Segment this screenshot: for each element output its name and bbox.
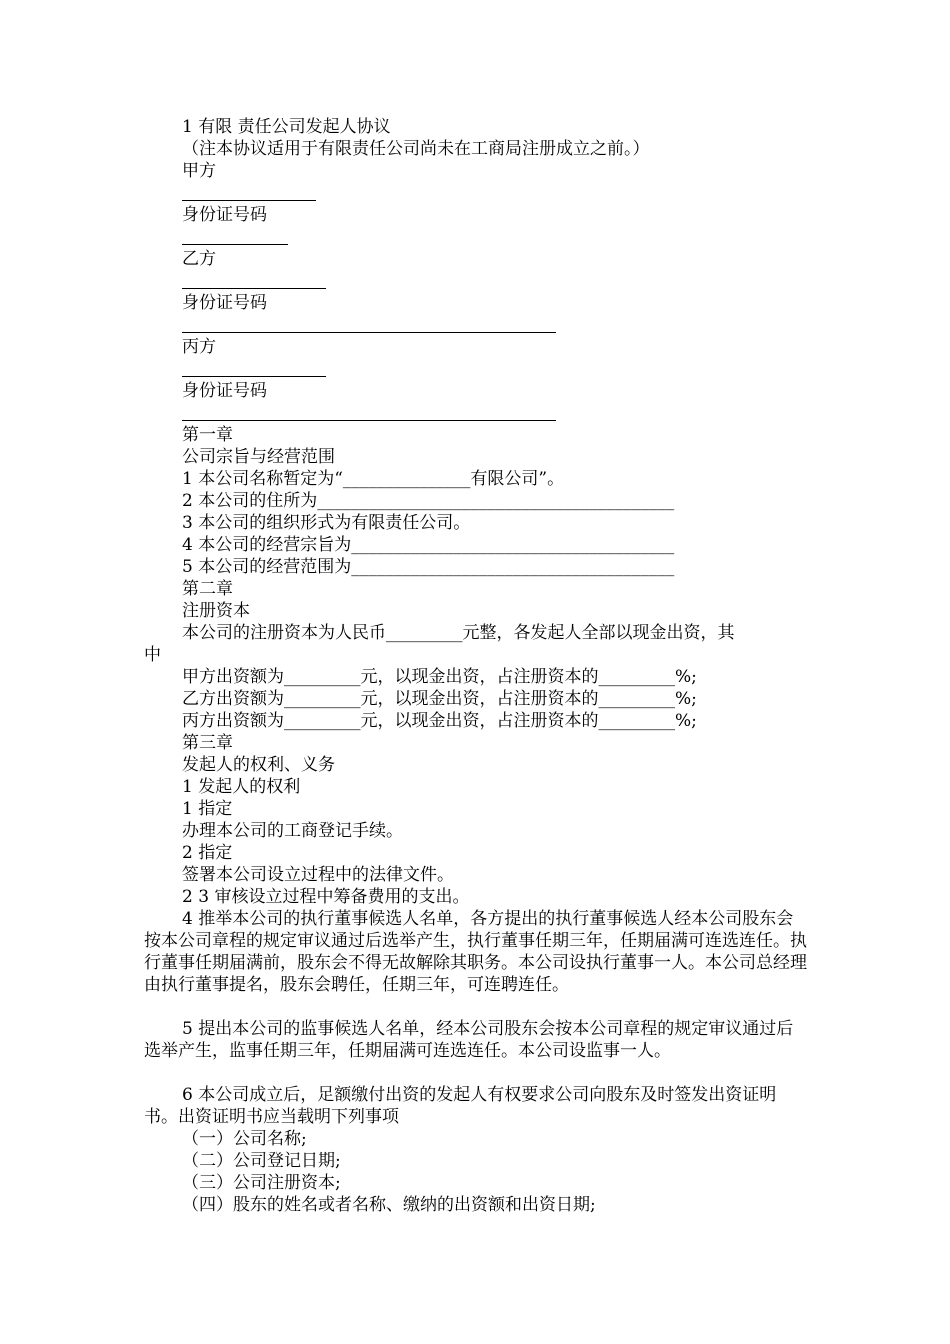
chapter-1-title: 公司宗旨与经营范围 bbox=[182, 447, 335, 467]
clause-1-2: 2 本公司的住所为__________________________________________ bbox=[182, 491, 675, 511]
party-c-blank bbox=[182, 376, 326, 377]
clause-2-party-c: 丙方出资额为_________元，以现金出资，占注册资本的_________%; bbox=[182, 711, 697, 731]
party-a-label: 甲方 bbox=[182, 161, 216, 181]
paragraph-6: 6 本公司成立后，足额缴付出资的发起人有权要求公司向股东及时签发出资证明书。出资证明书应当载明下列事项 bbox=[144, 1085, 777, 1127]
clause-2-1: 本公司的注册资本为人民币_________元整，各发起人全部以现金出资，其 bbox=[182, 623, 735, 643]
party-a-id-blank bbox=[182, 244, 288, 245]
party-b-blank bbox=[182, 288, 326, 289]
clause-3-5: 签署本公司设立过程中的法律文件。 bbox=[182, 865, 454, 885]
party-c-id-label: 身份证号码 bbox=[182, 381, 267, 401]
doc-note: （注本协议适用于有限责任公司尚未在工商局注册成立之前。） bbox=[182, 139, 650, 159]
party-b-label: 乙方 bbox=[182, 249, 216, 269]
clause-2-party-a: 甲方出资额为_________元，以现金出资，占注册资本的_________%; bbox=[182, 667, 697, 687]
clause-1-3: 3 本公司的组织形式为有限责任公司。 bbox=[182, 513, 471, 533]
chapter-3-title: 发起人的权利、义务 bbox=[182, 755, 335, 775]
party-a-blank bbox=[182, 200, 316, 201]
paragraph-5: 5 提出本公司的监事候选人名单，经本公司股东会按本公司章程的规定审议通过后选举产生，监事任期三年，任期届满可连选连任。本公司设监事一人。 bbox=[144, 1019, 794, 1061]
party-b-id-blank bbox=[182, 332, 556, 333]
party-c-label: 丙方 bbox=[182, 337, 216, 357]
list-item-1: （一）公司名称; bbox=[182, 1129, 307, 1149]
clause-1-4: 4 本公司的经营宗旨为______________________________________ bbox=[182, 535, 675, 555]
chapter-2-title: 注册资本 bbox=[182, 601, 250, 621]
chapter-1-heading: 第一章 bbox=[182, 425, 233, 445]
clause-2-1-cont: 中 bbox=[144, 645, 161, 665]
clause-3-2: 1 指定 bbox=[182, 799, 233, 819]
clause-3-3: 办理本公司的工商登记手续。 bbox=[182, 821, 403, 841]
clause-3-4: 2 指定 bbox=[182, 843, 233, 863]
doc-title: 1 有限 责任公司发起人协议 bbox=[182, 117, 391, 137]
list-item-2: （二）公司登记日期; bbox=[182, 1151, 341, 1171]
list-item-3: （三）公司注册资本; bbox=[182, 1173, 341, 1193]
clause-1-1: 1 本公司名称暂定为“_______________有限公司”。 bbox=[182, 469, 565, 489]
paragraph-4: 4 推举本公司的执行董事候选人名单，各方提出的执行董事候选人经本公司股东会按本公司章程的规定审议通过后选举产生，执行董事任期三年，任期届满可连选连任。执行董事任期届满前，股东会不得无故解除其职务。本公司设执行董事一人。本公司总经理由执行董事提名，股东会聘任，任期三年，可连聘连任。 bbox=[144, 909, 807, 995]
clause-1-5: 5 本公司的经营范围为______________________________________ bbox=[182, 557, 675, 577]
chapter-2-heading: 第二章 bbox=[182, 579, 233, 599]
party-c-id-blank bbox=[182, 420, 556, 421]
clause-3-6: 2 3 审核设立过程中筹备费用的支出。 bbox=[182, 887, 470, 907]
clause-3-1: 1 发起人的权利 bbox=[182, 777, 301, 797]
list-item-4: （四）股东的姓名或者名称、缴纳的出资额和出资日期; bbox=[182, 1195, 596, 1215]
party-b-id-label: 身份证号码 bbox=[182, 293, 267, 313]
clause-2-party-b: 乙方出资额为_________元，以现金出资，占注册资本的_________%; bbox=[182, 689, 697, 709]
chapter-3-heading: 第三章 bbox=[182, 733, 233, 753]
party-a-id-label: 身份证号码 bbox=[182, 205, 267, 225]
